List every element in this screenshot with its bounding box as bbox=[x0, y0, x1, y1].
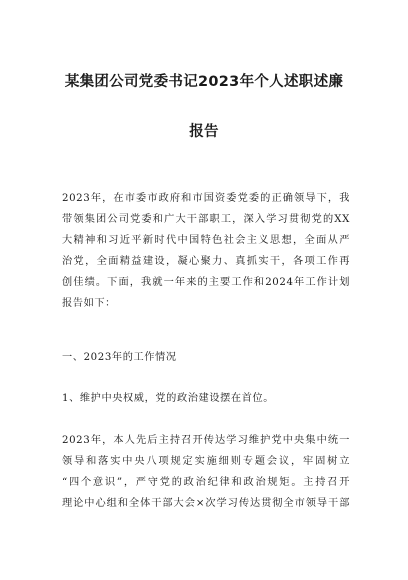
section-heading-text: 一、2023年的工作情况 bbox=[62, 352, 177, 363]
body-line: 理论中心组和全体干部大会×次学习传达贯彻全市领导干部 bbox=[62, 498, 350, 509]
section-heading bbox=[62, 347, 350, 368]
subsection-heading-text: 1、维护中央权威，党的政治建设摆在首位。 bbox=[62, 393, 275, 404]
intro-line: 带领集团公司党委和广大干部职工，深入学习贯彻党的XX bbox=[62, 214, 350, 225]
intro-line: 大精神和习近平新时代中国特色社会主义思想，全面从严 bbox=[62, 235, 350, 246]
subsection-heading bbox=[62, 388, 350, 409]
intro-line: 治党，全面精益建设，凝心聚力、真抓实干，各项工作再 bbox=[62, 256, 350, 267]
body-line: 领导和落实中央八项规定实施细则专题会议，牢固树立 bbox=[62, 456, 350, 467]
intro-line: 创佳绩。下面，我就一年来的主要工作和2024年工作计划 bbox=[62, 277, 350, 288]
document-title-line-1: 某集团公司党委书记2023年个人述职述廉 bbox=[64, 74, 344, 90]
document-title-line-2: 报告 bbox=[189, 124, 219, 140]
body-line: 2023年，本人先后主持召开传达学习维护党中央集中统一 bbox=[62, 435, 350, 446]
body-paragraph bbox=[62, 430, 350, 514]
intro-line: 2023年，在市委市政府和市国资委党委的正确领导下，我 bbox=[62, 193, 350, 204]
intro-paragraph bbox=[62, 188, 350, 314]
body-line: “四个意识”，严守党的政治纪律和政治规矩。主持召开 bbox=[62, 477, 350, 488]
intro-line: 报告如下： bbox=[62, 298, 116, 309]
